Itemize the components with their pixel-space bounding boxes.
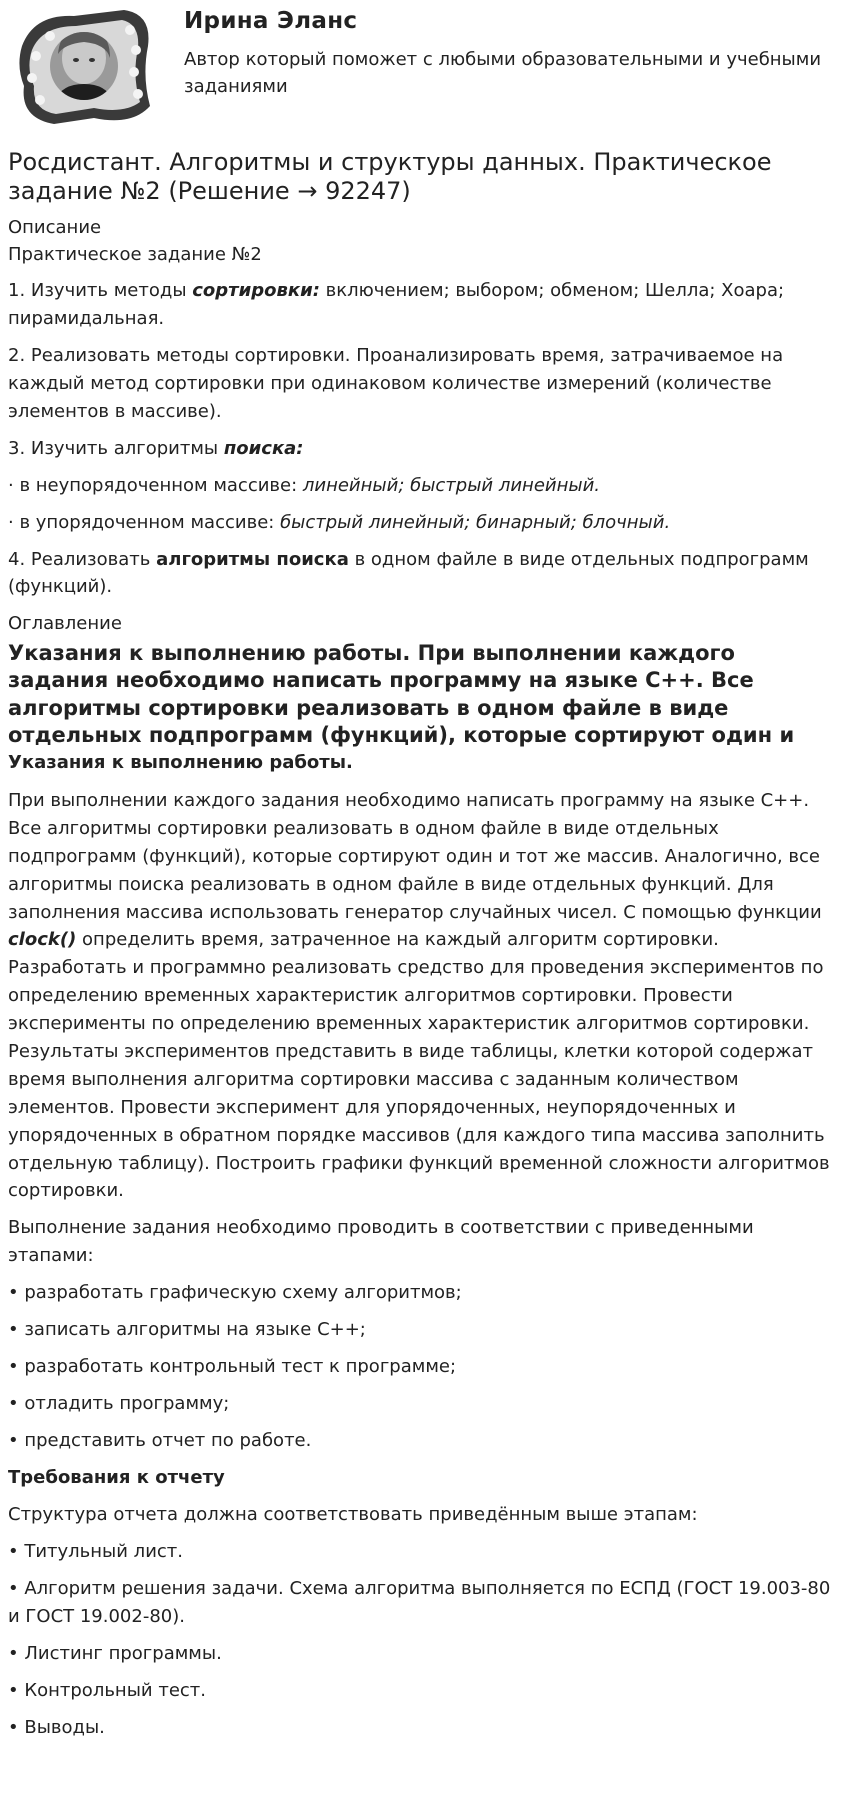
toc-entry[interactable]: Указания к выполнению работы. При выполнении каждого задания необходимо написать программу на языке C++. Все алгоритмы сортировки реализовать в одном файле в виде отдельных подпрограмм (функций), которые сортируют один и — [8, 641, 795, 748]
stage-item: • разработать графическую схему алгоритмов; — [8, 1282, 462, 1304]
task-1-prefix: 1. Изучить методы — [8, 280, 193, 302]
clock-function: clock() — [8, 929, 77, 951]
instructions-text-2: определить время, затраченное на каждый алгоритм сортировки. Разработать и программно реализовать средство для проведения экспериментов по определению временных характеристик алгоритмов сортировки. Провести эксперименты по определению временных характеристик алгоритмов сортировки. Результаты экспериментов представить в виде таблицы, клетки которой содержат время выполнения алгоритма сортировки массива с заданным количеством элементов. Провести эксперимент для упорядоченных, неупорядоченных и упорядоченных в обратном порядке массивов (для каждого типа массива заполнить отдельную таблицу). Построить графики функций временной сложности алгоритмов сортировки. — [8, 929, 830, 1202]
task-subtitle: Практическое задание №2 — [8, 244, 262, 266]
film-reel-avatar-icon — [14, 6, 156, 127]
task-item-4 — [8, 546, 839, 602]
report-item: • Листинг программы. — [8, 1642, 222, 1664]
task-1-keyword: сортировки: — [192, 280, 320, 302]
search-ordered — [8, 509, 839, 537]
author-info — [184, 8, 827, 100]
author-avatar[interactable] — [14, 6, 156, 127]
page-title: Росдистант. Алгоритмы и структуры данных. Практическое задание №2 (Решение → 92247) — [8, 148, 772, 205]
report-intro: Структура отчета должна соответствовать приведённым выше этапам: — [8, 1504, 698, 1526]
search-unordered-methods: линейный; быстрый линейный. — [302, 474, 600, 496]
report-item: • Титульный лист. — [8, 1541, 183, 1563]
search-unordered-prefix: · в неупорядоченном массиве: — [8, 474, 303, 496]
instructions-heading: Указания к выполнению работы. — [8, 752, 353, 774]
task-3-prefix: 3. Изучить алгоритмы — [8, 437, 224, 459]
search-ordered-methods: быстрый линейный; бинарный; блочный. — [280, 511, 671, 533]
report-item: • Выводы. — [8, 1716, 105, 1738]
author-name[interactable]: Ирина Эланс — [184, 8, 358, 34]
instructions-text-1: При выполнении каждого задания необходимо написать программу на языке C++. Все алгоритмы сортировки реализовать в одном файле в виде отдельных подпрограмм (функций), которые сортируют один и тот же массив. Аналогично, все алгоритмы поиска реализовать в одном файле в виде отдельных функций. Для заполнения массива использовать генератор случайных чисел. С помощью функции — [8, 789, 822, 923]
task-1-text: включением; выбором; обменом; Шелла; Хоара; пирамидальная. — [8, 280, 785, 330]
task-item-2: 2. Реализовать методы сортировки. Проанализировать время, затрачиваемое на каждый метод сортировки при одинаковом количестве измерений (количестве элементов в массиве). — [8, 345, 784, 422]
report-item: • Алгоритм решения задачи. Схема алгоритма выполняется по ЕСПД (ГОСТ 19.003-80 и ГОСТ 19.002-80). — [8, 1578, 831, 1628]
task-4-keyword: алгоритмы поиска — [156, 548, 349, 570]
author-description: Автор который поможет с любыми образовательными и учебными заданиями — [184, 48, 822, 97]
stage-item: • отладить программу; — [8, 1392, 230, 1414]
report-heading: Требования к отчету — [8, 1466, 225, 1488]
task-4-text: в одном файле в виде отдельных подпрограмм (функций). — [8, 548, 809, 598]
stages-intro: Выполнение задания необходимо проводить в соответствии с приведенными этапами: — [8, 1217, 754, 1267]
toc-label: Оглавление — [8, 613, 122, 635]
task-item-1 — [8, 277, 839, 333]
search-unordered — [8, 472, 839, 500]
description-label: Описание — [8, 216, 102, 238]
report-item: • Контрольный тест. — [8, 1679, 206, 1701]
search-ordered-prefix: · в упорядоченном массиве: — [8, 511, 281, 533]
task-item-3 — [8, 435, 839, 463]
task-4-prefix: 4. Реализовать — [8, 548, 157, 570]
task-3-keyword: поиска: — [223, 437, 304, 459]
stage-item: • разработать контрольный тест к программе; — [8, 1355, 457, 1377]
stage-item: • представить отчет по работе. — [8, 1429, 312, 1451]
author-card — [8, 0, 839, 140]
stage-item: • записать алгоритмы на языке C++; — [8, 1319, 366, 1340]
instructions-paragraph — [8, 787, 839, 1205]
